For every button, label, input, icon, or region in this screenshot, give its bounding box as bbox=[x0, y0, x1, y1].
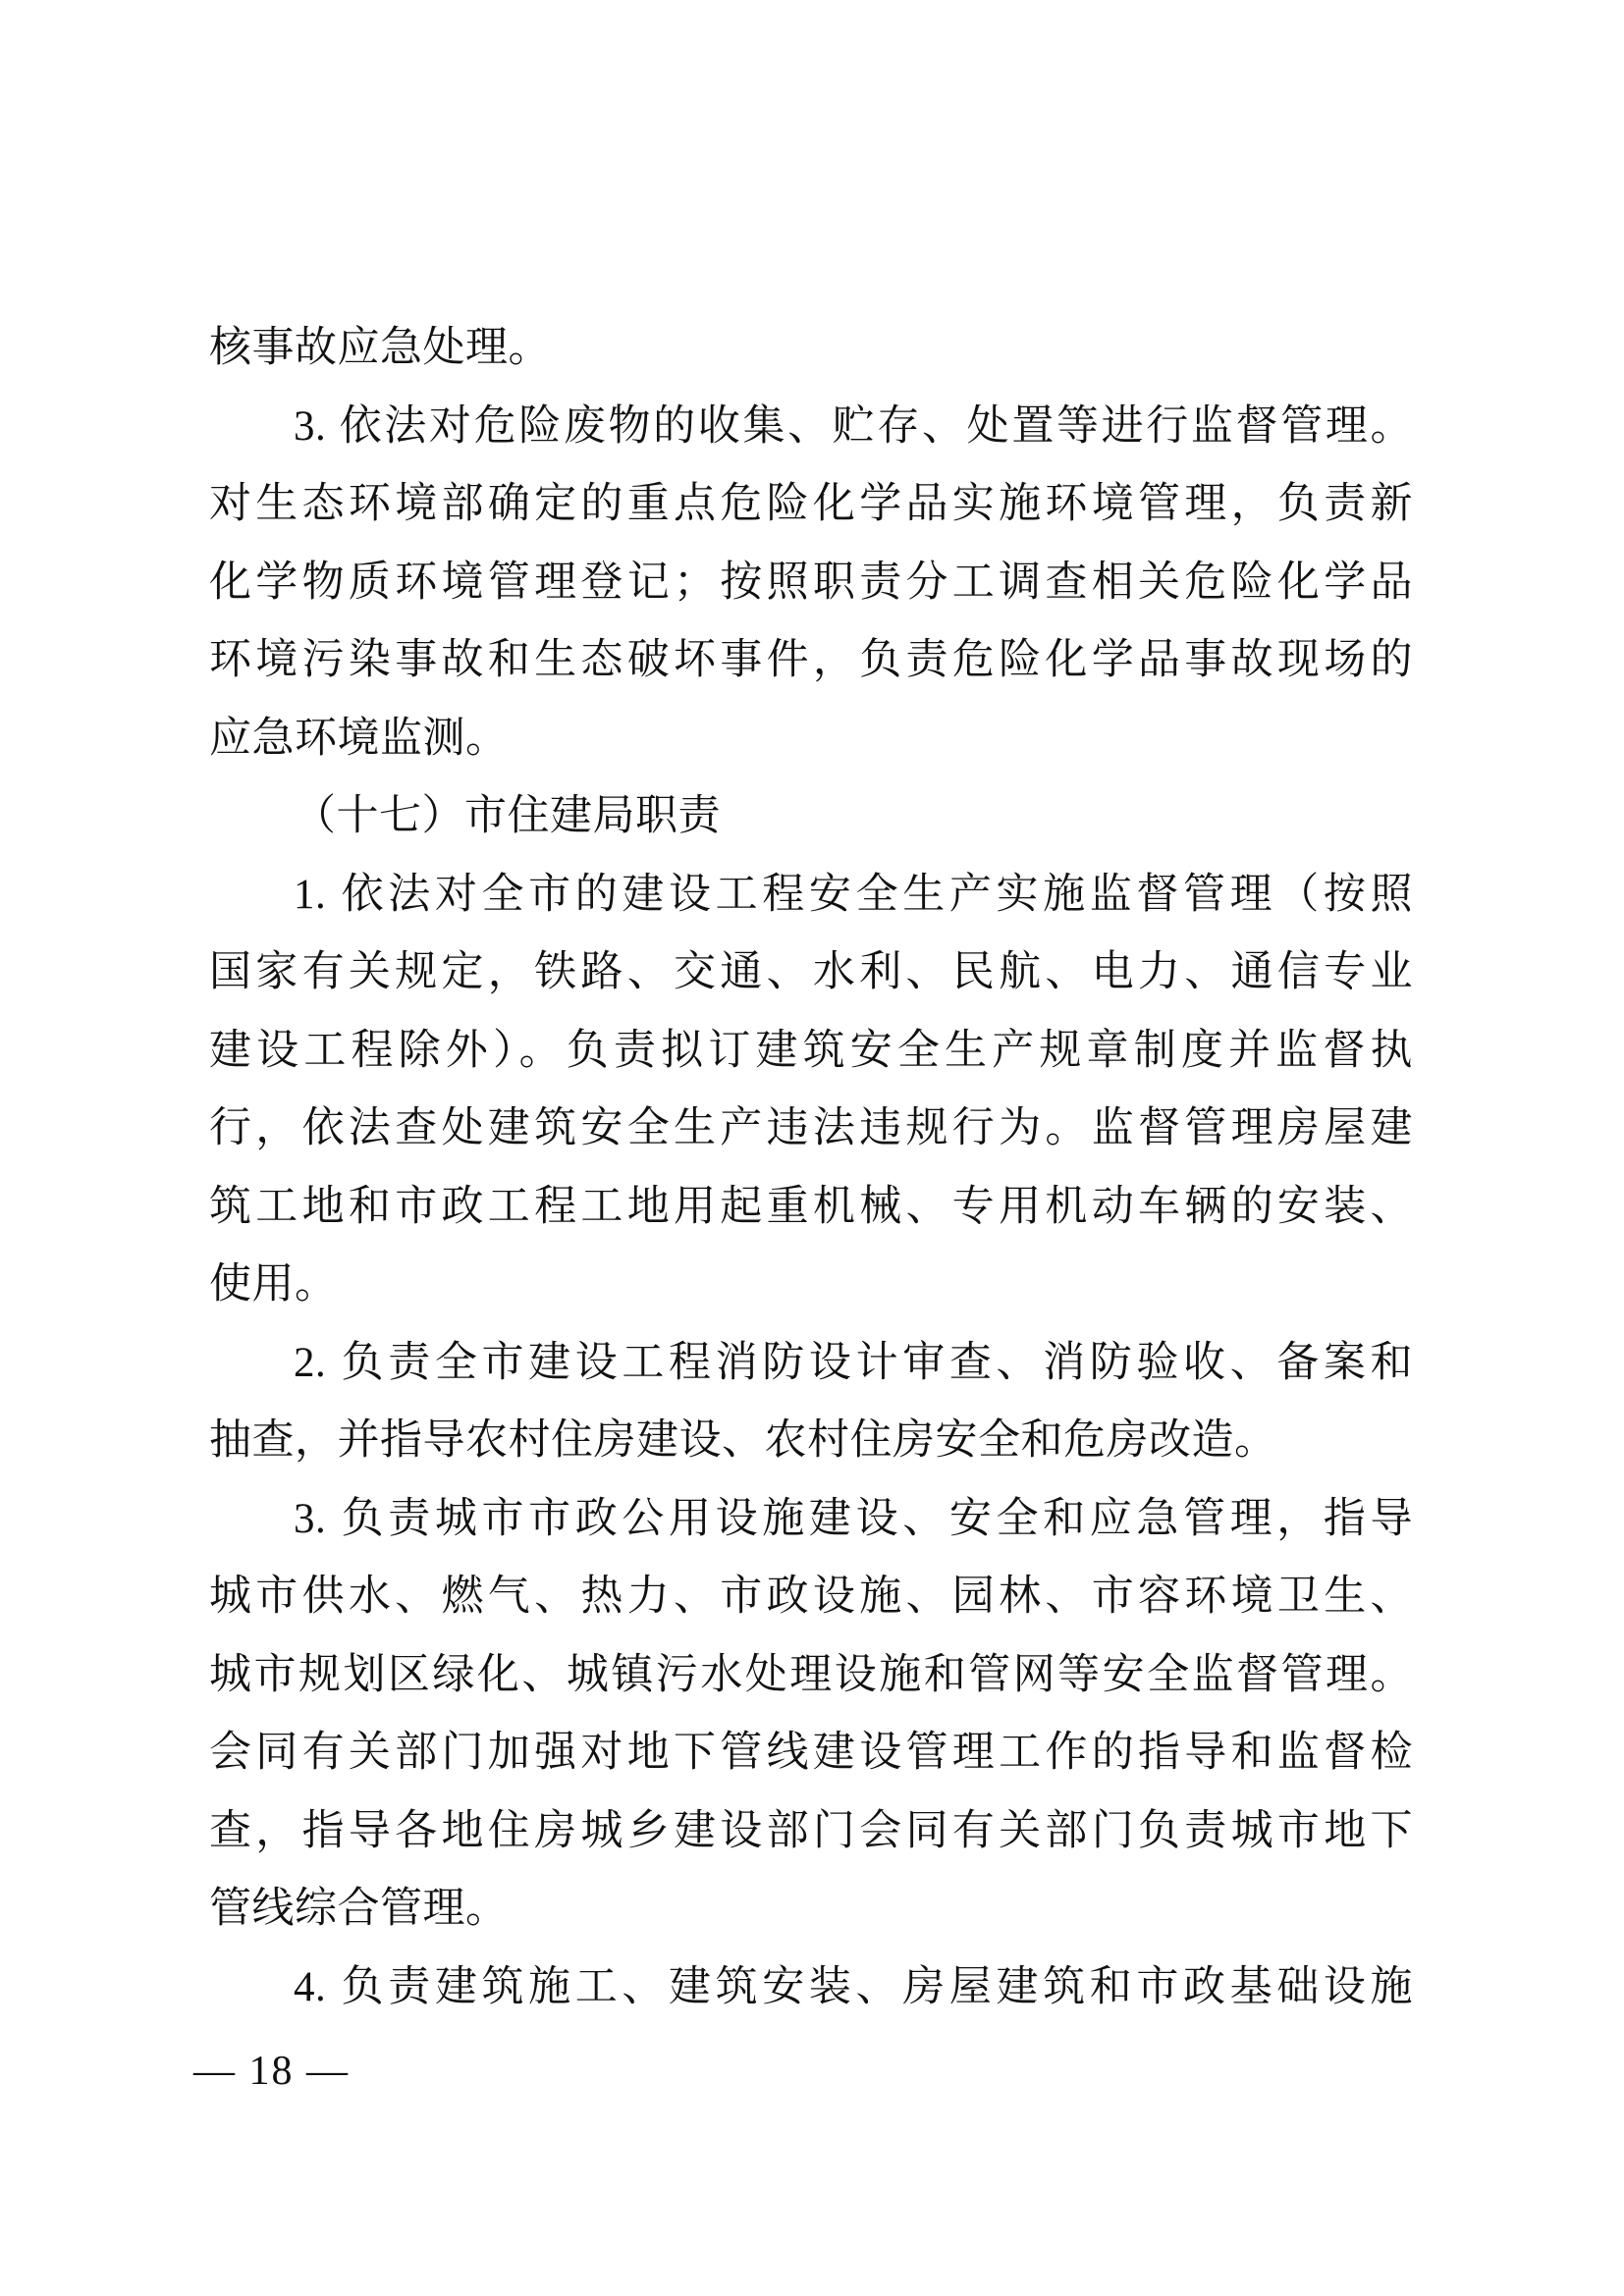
text-line: 行，依法查处建筑安全生产违法违规行为。监督管理房屋建 bbox=[209, 1105, 1413, 1151]
page-number: — 18 — bbox=[193, 2049, 350, 2094]
text-line: 管线综合管理。 bbox=[209, 1886, 509, 1932]
text-line: 应急环境监测。 bbox=[209, 715, 509, 762]
text-line: 国家有关规定，铁路、交通、水利、民航、电力、通信专业 bbox=[209, 949, 1413, 995]
document-body bbox=[209, 309, 1413, 2026]
text-line: 城市供水、燃气、热力、市政设施、园林、市容环境卫生、 bbox=[209, 1574, 1413, 1620]
text-line: 会同有关部门加强对地下管线建设管理工作的指导和监督检 bbox=[209, 1730, 1413, 1776]
text-line: 筑工地和市政工程工地用起重机械、专用机动车辆的安装、 bbox=[209, 1183, 1413, 1230]
section-heading: （十七）市住建局职责 bbox=[294, 793, 721, 839]
text-line: 环境污染事故和生态破坏事件，负责危险化学品事故现场的 bbox=[209, 637, 1413, 683]
text-line: 查，指导各地住房城乡建设部门会同有关部门负责城市地下 bbox=[209, 1807, 1413, 1854]
text-line: 3. 负责城市市政公用设施建设、安全和应急管理，指导 bbox=[294, 1495, 1413, 1542]
text-line: 城市规划区绿化、城镇污水处理设施和管网等安全监督管理。 bbox=[209, 1651, 1413, 1698]
text-line: 对生态环境部确定的重点危险化学品实施环境管理，负责新 bbox=[209, 481, 1413, 527]
text-line: 建设工程除外）。负责拟订建筑安全生产规章制度并监督执 bbox=[209, 1027, 1413, 1074]
text-line: 化学物质环境管理登记；按照职责分工调查相关危险化学品 bbox=[209, 559, 1413, 606]
text-line: 4. 负责建筑施工、建筑安装、房屋建筑和市政基础设施 bbox=[294, 1963, 1413, 2010]
text-line: 使用。 bbox=[209, 1261, 338, 1308]
text-line: 2. 负责全市建设工程消防设计审查、消防验收、备案和 bbox=[294, 1339, 1413, 1386]
text-line: 1. 依法对全市的建设工程安全生产实施监督管理（按照 bbox=[294, 871, 1413, 918]
text-line: 核事故应急处理。 bbox=[209, 325, 551, 371]
text-line: 3. 依法对危险废物的收集、贮存、处置等进行监督管理。 bbox=[294, 402, 1413, 450]
text-line: 抽查，并指导农村住房建设、农村住房安全和危房改造。 bbox=[209, 1417, 1277, 1464]
